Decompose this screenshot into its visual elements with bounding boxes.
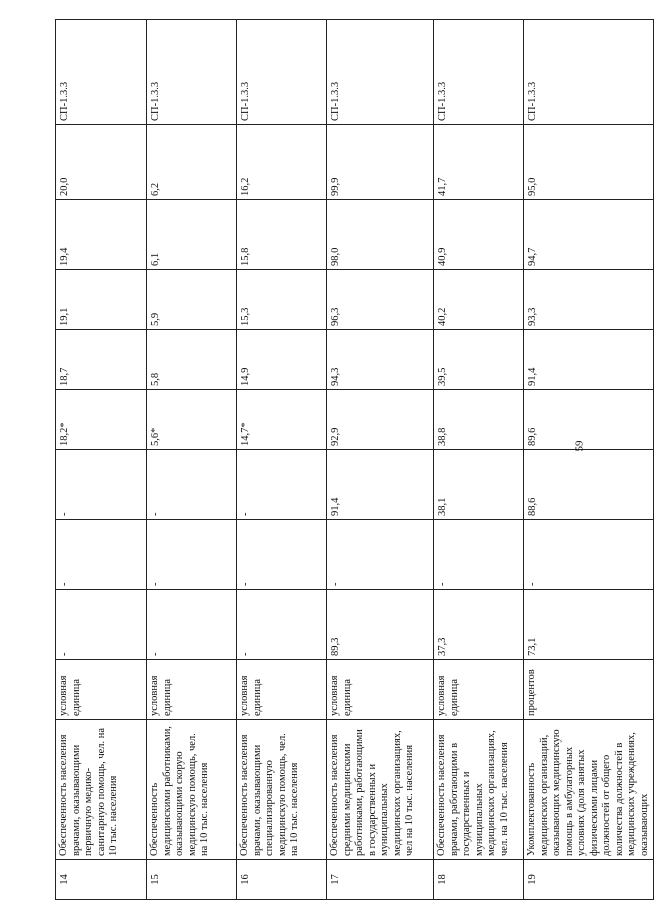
row-number: 16	[237, 860, 327, 900]
value-cell: 40,9	[434, 200, 524, 270]
value-cell: 89,6	[524, 390, 654, 450]
source-cell: СП-1.3.3	[327, 20, 434, 125]
value-cell: 91,4	[327, 450, 434, 520]
value-cell: 99,9	[327, 125, 434, 200]
unit-cell: условная единица	[434, 660, 524, 720]
row-number: 18	[434, 860, 524, 900]
value-cell: 38,1	[434, 450, 524, 520]
row-number: 14	[56, 860, 147, 900]
value-cell: 94,3	[327, 330, 434, 390]
value-cell: 14,7*	[237, 390, 327, 450]
value-cell: 18,7	[56, 330, 147, 390]
value-cell: -	[237, 520, 327, 590]
source-cell: СП-1.3.3	[56, 20, 147, 125]
value-cell: 73,1	[524, 590, 654, 660]
value-cell: -	[147, 520, 237, 590]
unit-cell: процентов	[524, 660, 654, 720]
indicator-name: Укомплектованность медицинских организаций, оказывающих медицинскую помощь в амбулаторных условиях (доля занятых физическими лицами должностей от общего количества должностей в медицинских учреждениях, оказывающих	[524, 720, 654, 860]
value-cell: 6,2	[147, 125, 237, 200]
value-cell: 19,4	[56, 200, 147, 270]
value-cell: 6,1	[147, 200, 237, 270]
value-cell: 39,5	[434, 330, 524, 390]
value-cell: -	[147, 590, 237, 660]
value-cell: 37,3	[434, 590, 524, 660]
value-cell: -	[327, 520, 434, 590]
value-cell: 15,8	[237, 200, 327, 270]
value-cell: 88,6	[524, 450, 654, 520]
value-cell: -	[56, 520, 147, 590]
source-cell: СП-1.3.3	[237, 20, 327, 125]
value-cell: 40,2	[434, 270, 524, 330]
indicator-name: Обеспеченность населения средними медицинскими работниками, работающими в государственных и муниципальных медицинских организациях, чел на 10 тыс. населения	[327, 720, 434, 860]
indicator-name: Обеспеченность населения врачами, оказывающими специализированную медицинскую помощь, чел. на 10 тыс. населения	[237, 720, 327, 860]
row-number: 17	[327, 860, 434, 900]
value-cell: 16,2	[237, 125, 327, 200]
value-cell: 91,4	[524, 330, 654, 390]
value-cell: 19,1	[56, 270, 147, 330]
row-number: 15	[147, 860, 237, 900]
unit-cell: условная единица	[327, 660, 434, 720]
table-container	[55, 20, 650, 900]
value-cell: 95,0	[524, 125, 654, 200]
value-cell: 5,8	[147, 330, 237, 390]
source-cell: СП-1.3.3	[147, 20, 237, 125]
page-number: 59	[573, 440, 586, 452]
value-cell: 5,6*	[147, 390, 237, 450]
value-cell: 94,7	[524, 200, 654, 270]
unit-cell: условная единица	[56, 660, 147, 720]
indicator-name: Обеспеченность медицинскими работниками, оказывающими скорую медицинскую помощь, чел. на 10 тыс. населения	[147, 720, 237, 860]
indicator-name: Обеспеченность населения врачами, работающими в государственных и муниципальных медицинских организациях, чел. на 10 тыс. населения	[434, 720, 524, 860]
value-cell: -	[524, 520, 654, 590]
value-cell: -	[56, 450, 147, 520]
table-row	[524, 20, 654, 900]
unit-cell: условная единица	[147, 660, 237, 720]
indicators-table	[55, 19, 654, 900]
value-cell: 92,9	[327, 390, 434, 450]
table-row	[147, 20, 237, 900]
indicator-name: Обеспеченность населения врачами, оказывающими первичную медико-санитарную помощь, чел. на 10 тыс. населения	[56, 720, 147, 860]
source-cell: СП-1.3.3	[434, 20, 524, 125]
value-cell: -	[56, 590, 147, 660]
table-row	[434, 20, 524, 900]
table-row	[56, 20, 147, 900]
value-cell: -	[237, 450, 327, 520]
value-cell: 41,7	[434, 125, 524, 200]
row-number: 19	[524, 860, 654, 900]
table-row	[327, 20, 434, 900]
value-cell: 89,3	[327, 590, 434, 660]
value-cell: 98,0	[327, 200, 434, 270]
value-cell: 15,3	[237, 270, 327, 330]
source-cell: СП-1.3.3	[524, 20, 654, 125]
value-cell: -	[237, 590, 327, 660]
unit-cell: условная единица	[237, 660, 327, 720]
value-cell: 14,9	[237, 330, 327, 390]
table-row	[237, 20, 327, 900]
value-cell: -	[147, 450, 237, 520]
value-cell: 20,0	[56, 125, 147, 200]
value-cell: 38,8	[434, 390, 524, 450]
value-cell: 5,9	[147, 270, 237, 330]
rotated-page-content	[55, 20, 650, 900]
value-cell: 93,3	[524, 270, 654, 330]
value-cell: -	[434, 520, 524, 590]
value-cell: 18,2*	[56, 390, 147, 450]
value-cell: 96,3	[327, 270, 434, 330]
